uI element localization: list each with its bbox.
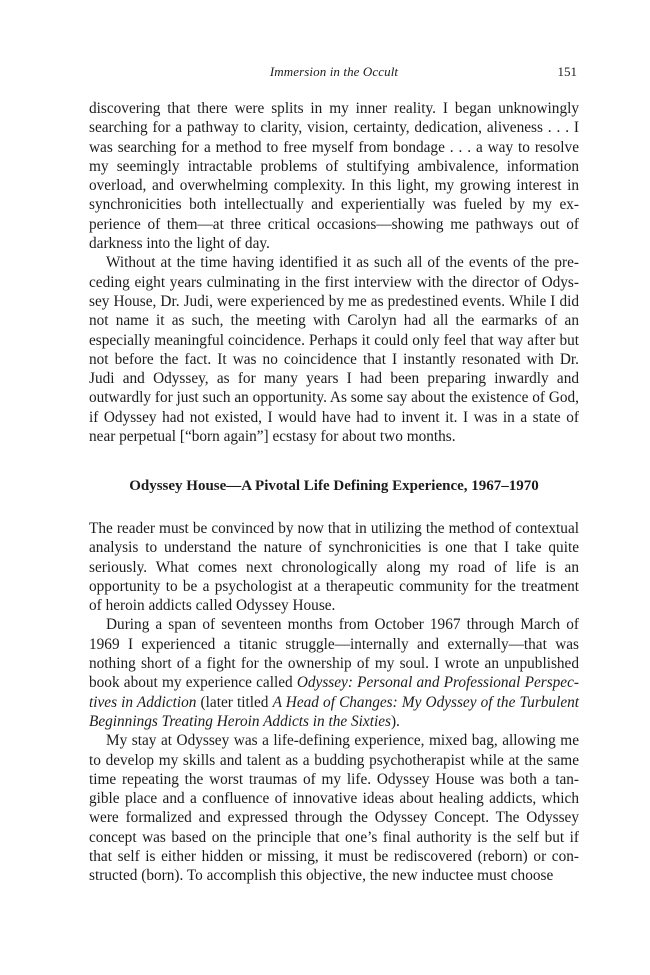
paragraph-text: During a span of seventeen months from October 1967 through March of 1969 I experienced a titanic struggle—internally and externally—that was nothing short of a fight for the ownership of my soul. I wrote an unpublished book about my experience called xyxy=(89,616,579,692)
book-title: Odyssey: Personal and Professional Perspectives in Addiction xyxy=(89,674,579,711)
paragraph: My stay at Odyssey was a life-defining experience, mixed bag, allowing me to develop my skills and talent as a budding psychotherapist while at the same time repeating the worst traumas of my life. Odyssey House was both a tangible place and a confluence of innovative ideas about healing addicts, which were formalized and expressed through the Odyssey Concept. The Odyssey concept was based on the principle that one’s final authority is the self but if that self is either hidden or missing, it must be rediscovered (reborn) or constructed (born). To accomplish this objective, the new inductee must choose xyxy=(89,732,579,885)
running-head xyxy=(89,64,579,84)
paragraph-continued: discovering that there were splits in my inner reality. I began unknowingly searching for a pathway to clarity, vision, certainty, dedication, aliveness . . . I was searching for a method to free myself from bondage . . . a way to resolve my seemingly intractable problems of stultifying ambivalence, information overload, and overwhelming complexity. In this light, my growing interest in synchronicities both intellectually and experientially was fueled by my experience of them—at three critical occasions—showing me pathways out of darkness into the light of day. xyxy=(89,100,579,253)
book-title: A Head of Changes: My Odyssey of the Turbulent Beginnings Treating Heroin Addicts in the Sixties xyxy=(89,693,580,730)
paragraph: The reader must be convinced by now that in utilizing the method of contextual analysis to understand the nature of synchronicities is one that I take quite seriously. What comes next chronologically along my road of life is an opportunity to be a psychologist at a therapeutic community for the treatment of heroin addicts called Odyssey House. xyxy=(89,520,579,615)
paragraph-text: (later titled xyxy=(196,693,273,711)
body-text-after-heading xyxy=(89,519,579,886)
section-heading: Odyssey House—A Pivotal Life Defining Experience, 1967–1970 xyxy=(129,478,539,494)
paragraph: Without at the time having identified it as such all of the events of the preceding eight years culminating in the first interview with the director of Odyssey House, Dr. Judi, were experienced by me as predestined events. While I did not name it as such, the meeting with Carolyn had all the earmarks of an especially meaningful coincidence. Perhaps it could only feel that way after but not before the fact. It was no coincidence that I instantly resonated with Dr. Judi and Odyssey, as for many years I had been preparing inwardly and outwardly for just such an opportunity. As some say about the existence of God, if Odyssey had not existed, I would have had to invent it. I was in a state of near perpetual [“born again”] ecstasy for about two months. xyxy=(89,254,579,446)
running-title: Immersion in the Occult xyxy=(269,64,399,79)
paragraph-text: ). xyxy=(390,712,400,730)
paragraph-with-book-titles xyxy=(89,615,579,731)
page-number: 151 xyxy=(557,64,577,79)
body-text-before-heading xyxy=(89,99,579,446)
